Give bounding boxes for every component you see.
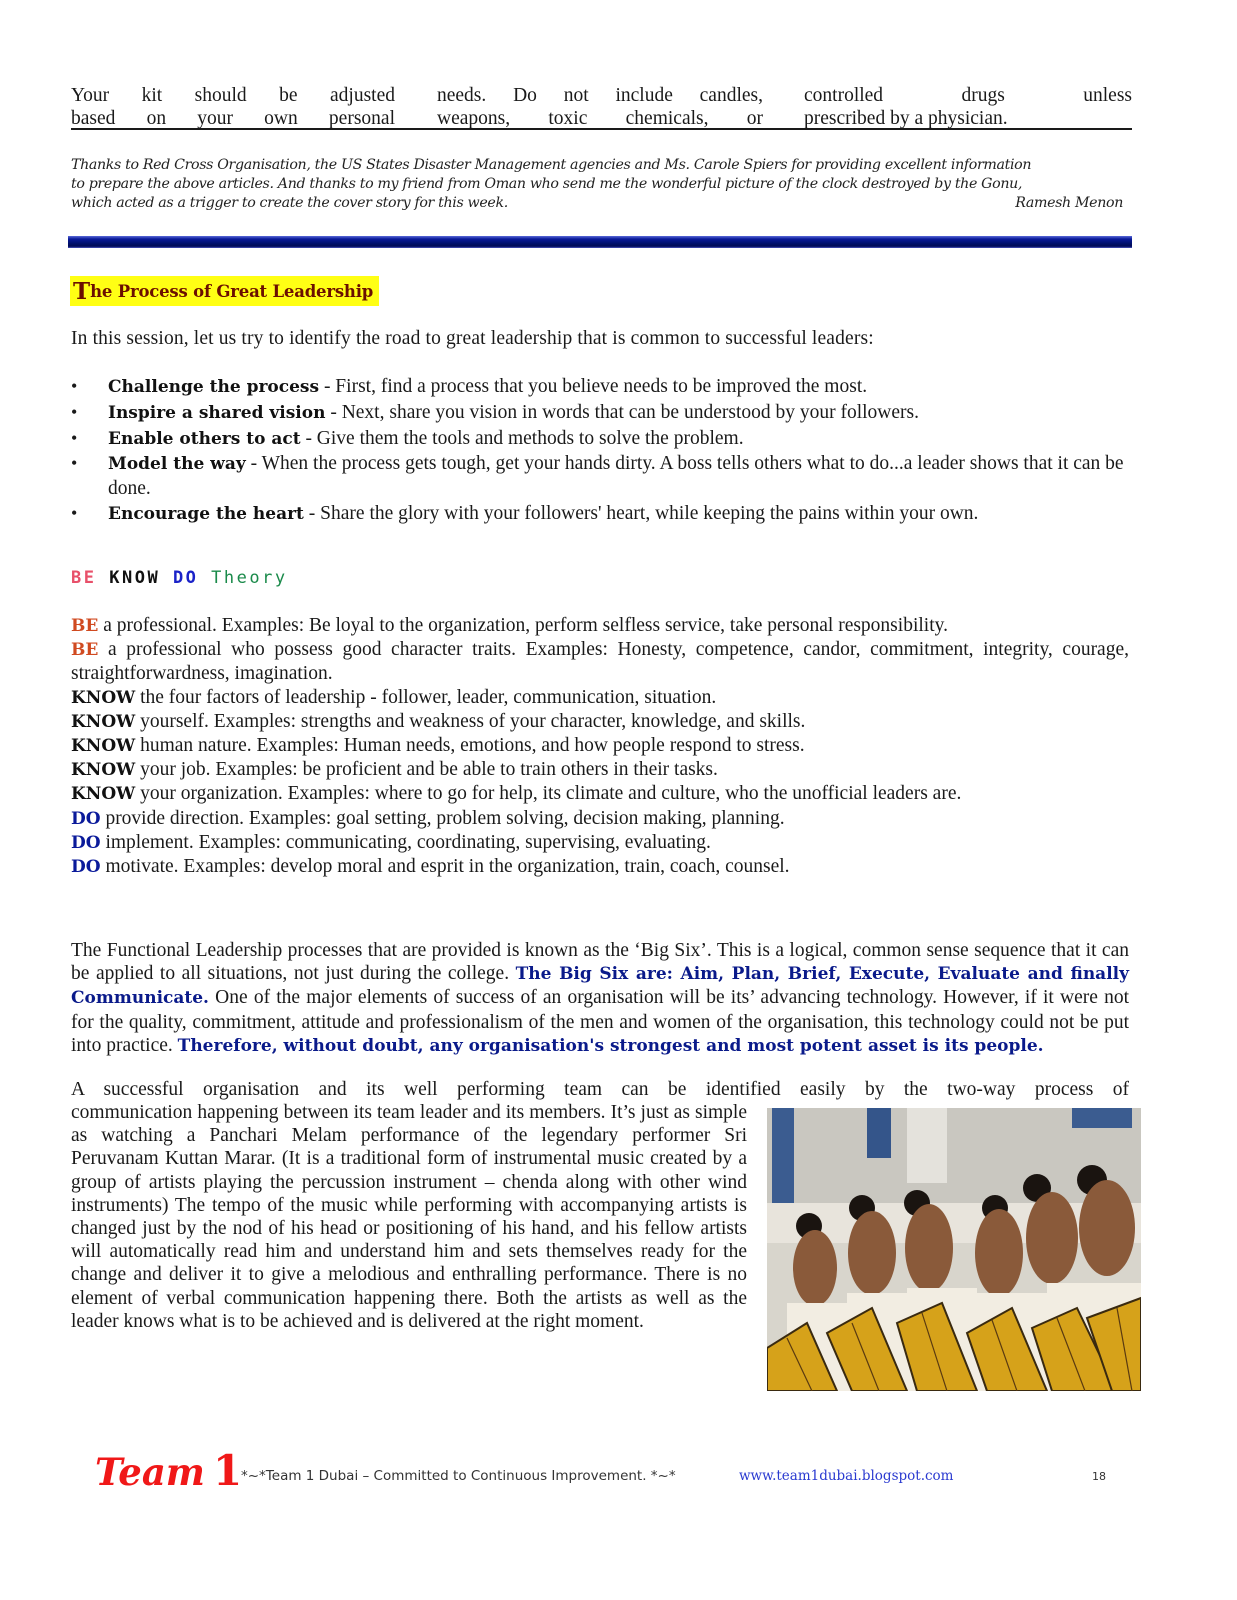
top-column-fragment	[71, 84, 1132, 130]
bullet-term: Enable others to act	[108, 428, 301, 449]
section-divider	[68, 236, 1132, 248]
theory-item-know	[71, 734, 1129, 758]
bullet-term: Inspire a shared vision	[108, 402, 326, 423]
bullet-item	[71, 401, 1133, 426]
theory-item-know	[71, 782, 1129, 806]
theory-title-know: KNOW	[109, 568, 161, 588]
bullet-text: - Give them the tools and methods to solve the problem.	[300, 427, 744, 449]
credits-last-line	[71, 194, 1131, 213]
bullet-item	[71, 502, 1133, 527]
column-line: based on your own personal	[71, 108, 395, 129]
text-run: The Functional Leadership processes that are provided is known as the ‘Big Six’. This is a logical, common sense sequence that it can be applied to all situations, not just during the college.	[71, 940, 1129, 985]
bullet-icon: •	[71, 401, 78, 422]
column-line: Your kit should be adjusted	[71, 85, 395, 106]
theory-item-know	[71, 758, 1129, 782]
theory-text: your organization. Examples: where to go for help, its climate and culture, who the unofficial leaders are.	[135, 783, 962, 805]
column-line: weapons, toxic chemicals, or	[437, 108, 763, 129]
people-asset-emphasis: Therefore, without doubt, any organisation's strongest and most potent asset is its people.	[177, 1035, 1044, 1056]
bullet-item	[71, 452, 1133, 500]
theory-text: human nature. Examples: Human needs, emotions, and how people respond to stress.	[135, 735, 805, 757]
theory-item-know	[71, 710, 1129, 734]
theory-title-do: DO	[172, 568, 199, 588]
column-1	[71, 84, 395, 130]
bullet-term: Model the way	[108, 454, 246, 475]
credits-line: to prepare the above articles. And thanks to my friend from Oman who send me the wonderful picture of the clock destroyed by the Gonu,	[71, 176, 1023, 192]
photo-illustration	[767, 1108, 1141, 1391]
logo-number: 1	[212, 1446, 243, 1495]
column-line: prescribed by a physician.	[804, 108, 1008, 129]
footer-tagline: *~*Team 1 Dubai – Committed to Continuous Improvement. *~*	[241, 1468, 676, 1484]
theory-item-be	[71, 638, 1129, 685]
column-line: controlled drugs unless	[804, 85, 1132, 106]
page-number: 18	[1092, 1470, 1106, 1483]
theory-keyword: KNOW	[71, 784, 136, 805]
theory-item-do	[71, 855, 1129, 879]
bullet-term: Challenge the process	[108, 377, 320, 397]
author-signature: Ramesh Menon	[1015, 195, 1123, 211]
theory-text: motivate. Examples: develop moral and esprit in the organization, train, coach, counsel.	[100, 856, 790, 878]
theory-item-know	[71, 686, 1129, 710]
page-footer	[95, 1446, 1115, 1496]
drummers-photo	[767, 1108, 1141, 1391]
panchari-melam-paragraph: communication happening between its team leader and its members. It’s just as simple as watching a Panchari Melam performance of the legendary performer Sri Peruvanam Kuttan Marar. (It is a traditional form of instrumental music created by a group of artists playing the percussion instrument – chenda along with other wind instruments) The tempo of the music while performing with accompanying artists is changed just by the nod of his head or positioning of his hand, and his fellow artists will automatically read him and understand him and sets themselves ready for the change and deliver it to give a melodious and enthralling performance. There is no element of verbal communication happening there. Both the artists as well as the leader knows what is to be achieved and is delivered at the right moment.	[71, 1102, 747, 1332]
bullet-icon: •	[71, 502, 78, 523]
theory-text: implement. Examples: communicating, coordinating, supervising, evaluating.	[100, 831, 711, 853]
theory-keyword: DO	[71, 857, 101, 878]
leadership-bullet-list	[71, 375, 1133, 527]
theory-keyword: KNOW	[71, 736, 136, 757]
credits-note	[71, 156, 1131, 213]
column-2	[437, 84, 763, 130]
theory-keyword: DO	[71, 808, 101, 829]
theory-text: your job. Examples: be proficient and be able to train others in their tasks.	[135, 759, 718, 781]
credits-line: which acted as a trigger to create the cover story for this week.	[71, 195, 508, 211]
credits-line: Thanks to Red Cross Organisation, the US States Disaster Management agencies and Ms. Carole Spiers for providing excellent information	[71, 157, 1032, 173]
theory-title-theory: Theory	[211, 568, 288, 588]
theory-text: yourself. Examples: strengths and weakness of your character, knowledge, and skills.	[135, 710, 806, 732]
theory-text: provide direction. Examples: goal setting, problem solving, decision making, planning.	[100, 807, 785, 829]
theory-keyword: KNOW	[71, 687, 136, 708]
theory-text: the four factors of leadership - follower, leader, communication, situation.	[135, 686, 717, 708]
logo-word: Team	[95, 1450, 205, 1494]
theory-item-be	[71, 614, 1129, 638]
bullet-item	[71, 375, 1133, 400]
big-six-emphasis: The Big Six are: Aim, Plan, Brief, Execute, Evaluate and finally Communicate.	[71, 964, 1129, 1009]
bullet-term: Encourage the heart	[108, 503, 304, 524]
theory-item-do	[71, 831, 1129, 855]
section-heading	[70, 276, 379, 306]
bullet-icon: •	[71, 427, 78, 448]
theory-item-do	[71, 807, 1129, 831]
functional-leadership-paragraph	[71, 939, 1129, 1058]
team1-logo	[95, 1446, 242, 1495]
heading-drop-cap: T	[73, 277, 91, 305]
blog-link[interactable]: www.team1dubai.blogspot.com	[739, 1468, 954, 1484]
bullet-text: - Share the glory with your followers' heart, while keeping the pains within your own.	[303, 502, 979, 524]
bullet-text: - When the process gets tough, get your hands dirty. A boss tells others what to do...a leader shows that it can be done.	[108, 453, 1124, 499]
column-3	[804, 84, 1132, 130]
successful-org-line: A successful organisation and its well performing team can be identified easily by the two-way process of	[71, 1079, 1129, 1100]
bullet-item	[71, 427, 1133, 452]
bullet-icon: •	[71, 376, 78, 396]
theory-keyword: KNOW	[71, 760, 136, 781]
theory-title	[71, 568, 288, 588]
theory-list	[71, 614, 1129, 879]
theory-text: a professional who possess good character traits. Examples: Honesty, competence, candor, commitment, integrity, courage, straightforwardness, imagination.	[71, 639, 1129, 685]
bullet-text: - First, find a process that you believe needs to be improved the most.	[319, 376, 868, 397]
heading-text: he Process of Great Leadership	[90, 281, 374, 301]
text-run: One of the major elements of success of an organisation will be its’ advancing technology. However, if it were not for the quality, commitment, attitude and professionalism of the men and women of the organisation, this technology could not be put into practice.	[71, 987, 1129, 1056]
theory-keyword: DO	[71, 832, 101, 853]
bullet-icon: •	[71, 453, 78, 474]
theory-keyword: BE	[71, 640, 99, 661]
column-line: needs. Do not include candles,	[437, 85, 763, 106]
theory-keyword: KNOW	[71, 711, 136, 732]
intro-paragraph: In this session, let us try to identify the road to great leadership that is common to successful leaders:	[71, 328, 874, 349]
theory-text: a professional. Examples: Be loyal to the organization, perform selfless service, take personal responsibility.	[98, 615, 948, 636]
bullet-text: - Next, share you vision in words that can be understood by your followers.	[325, 401, 920, 423]
theory-keyword: BE	[71, 616, 99, 636]
theory-title-be: BE	[71, 568, 97, 588]
